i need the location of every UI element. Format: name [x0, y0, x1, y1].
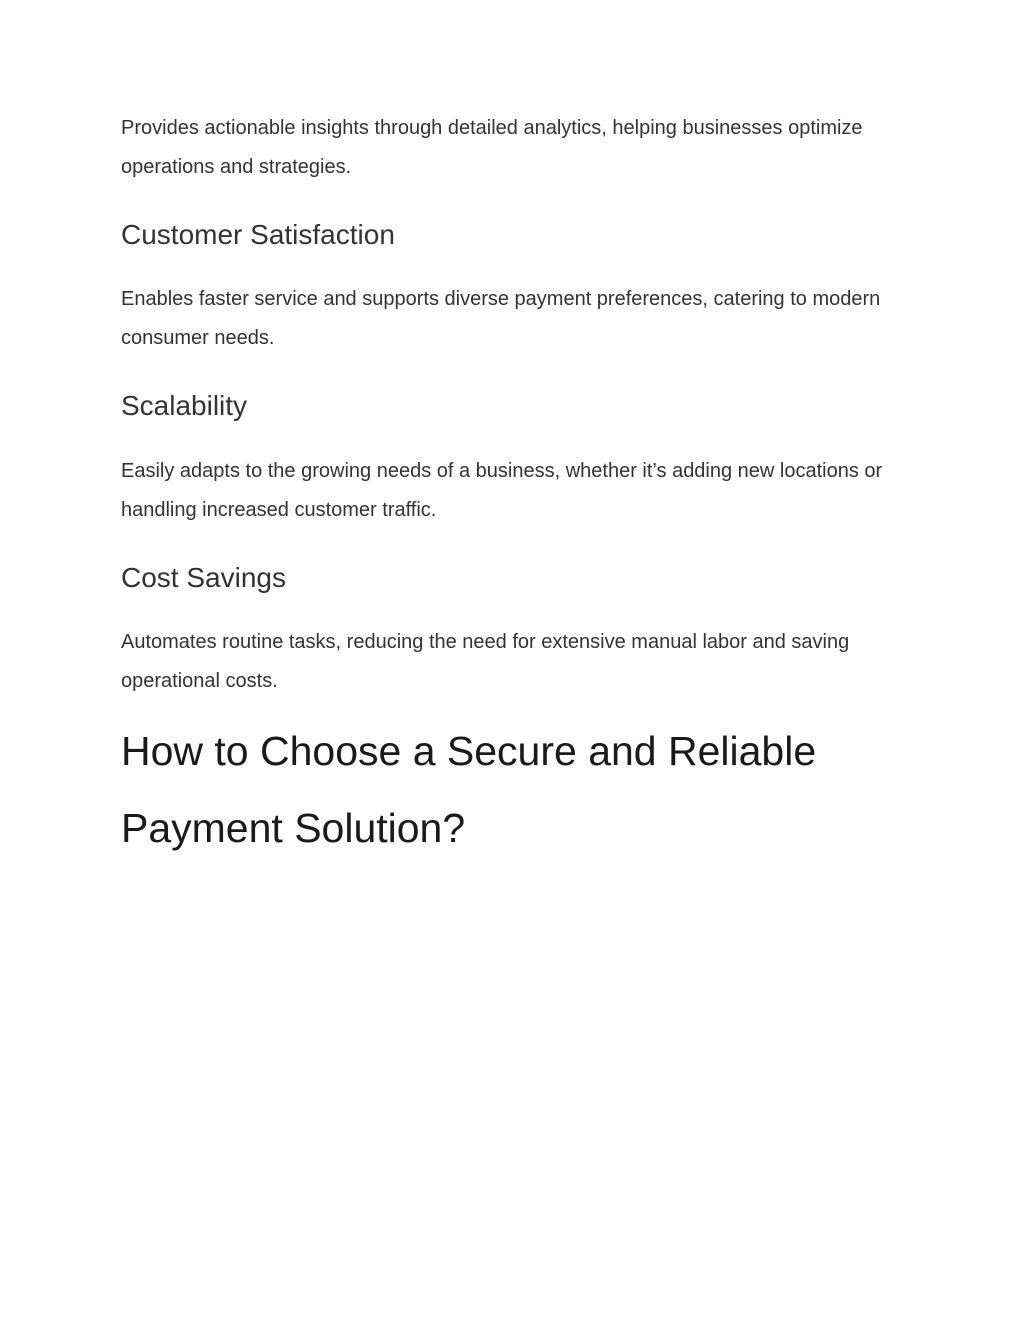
customer-satisfaction-paragraph: Enables faster service and supports diverse payment preferences, catering to modern consumer needs.: [121, 288, 881, 349]
cost-savings-paragraph: Automates routine tasks, reducing the need for extensive manual labor and saving operational costs.: [121, 631, 850, 692]
scalability-paragraph: Easily adapts to the growing needs of a business, whether it’s adding new locations or handling increased customer traffic.: [121, 460, 883, 521]
cost-savings-heading: Cost Savings: [121, 562, 286, 593]
scalability-heading: Scalability: [121, 390, 248, 421]
customer-satisfaction-heading: Customer Satisfaction: [121, 219, 395, 250]
analytics-paragraph: Provides actionable insights through detailed analytics, helping businesses optimize operations and strategies.: [121, 117, 863, 178]
secure-payment-heading: How to Choose a Secure and Reliable Payment Solution?: [121, 728, 817, 851]
